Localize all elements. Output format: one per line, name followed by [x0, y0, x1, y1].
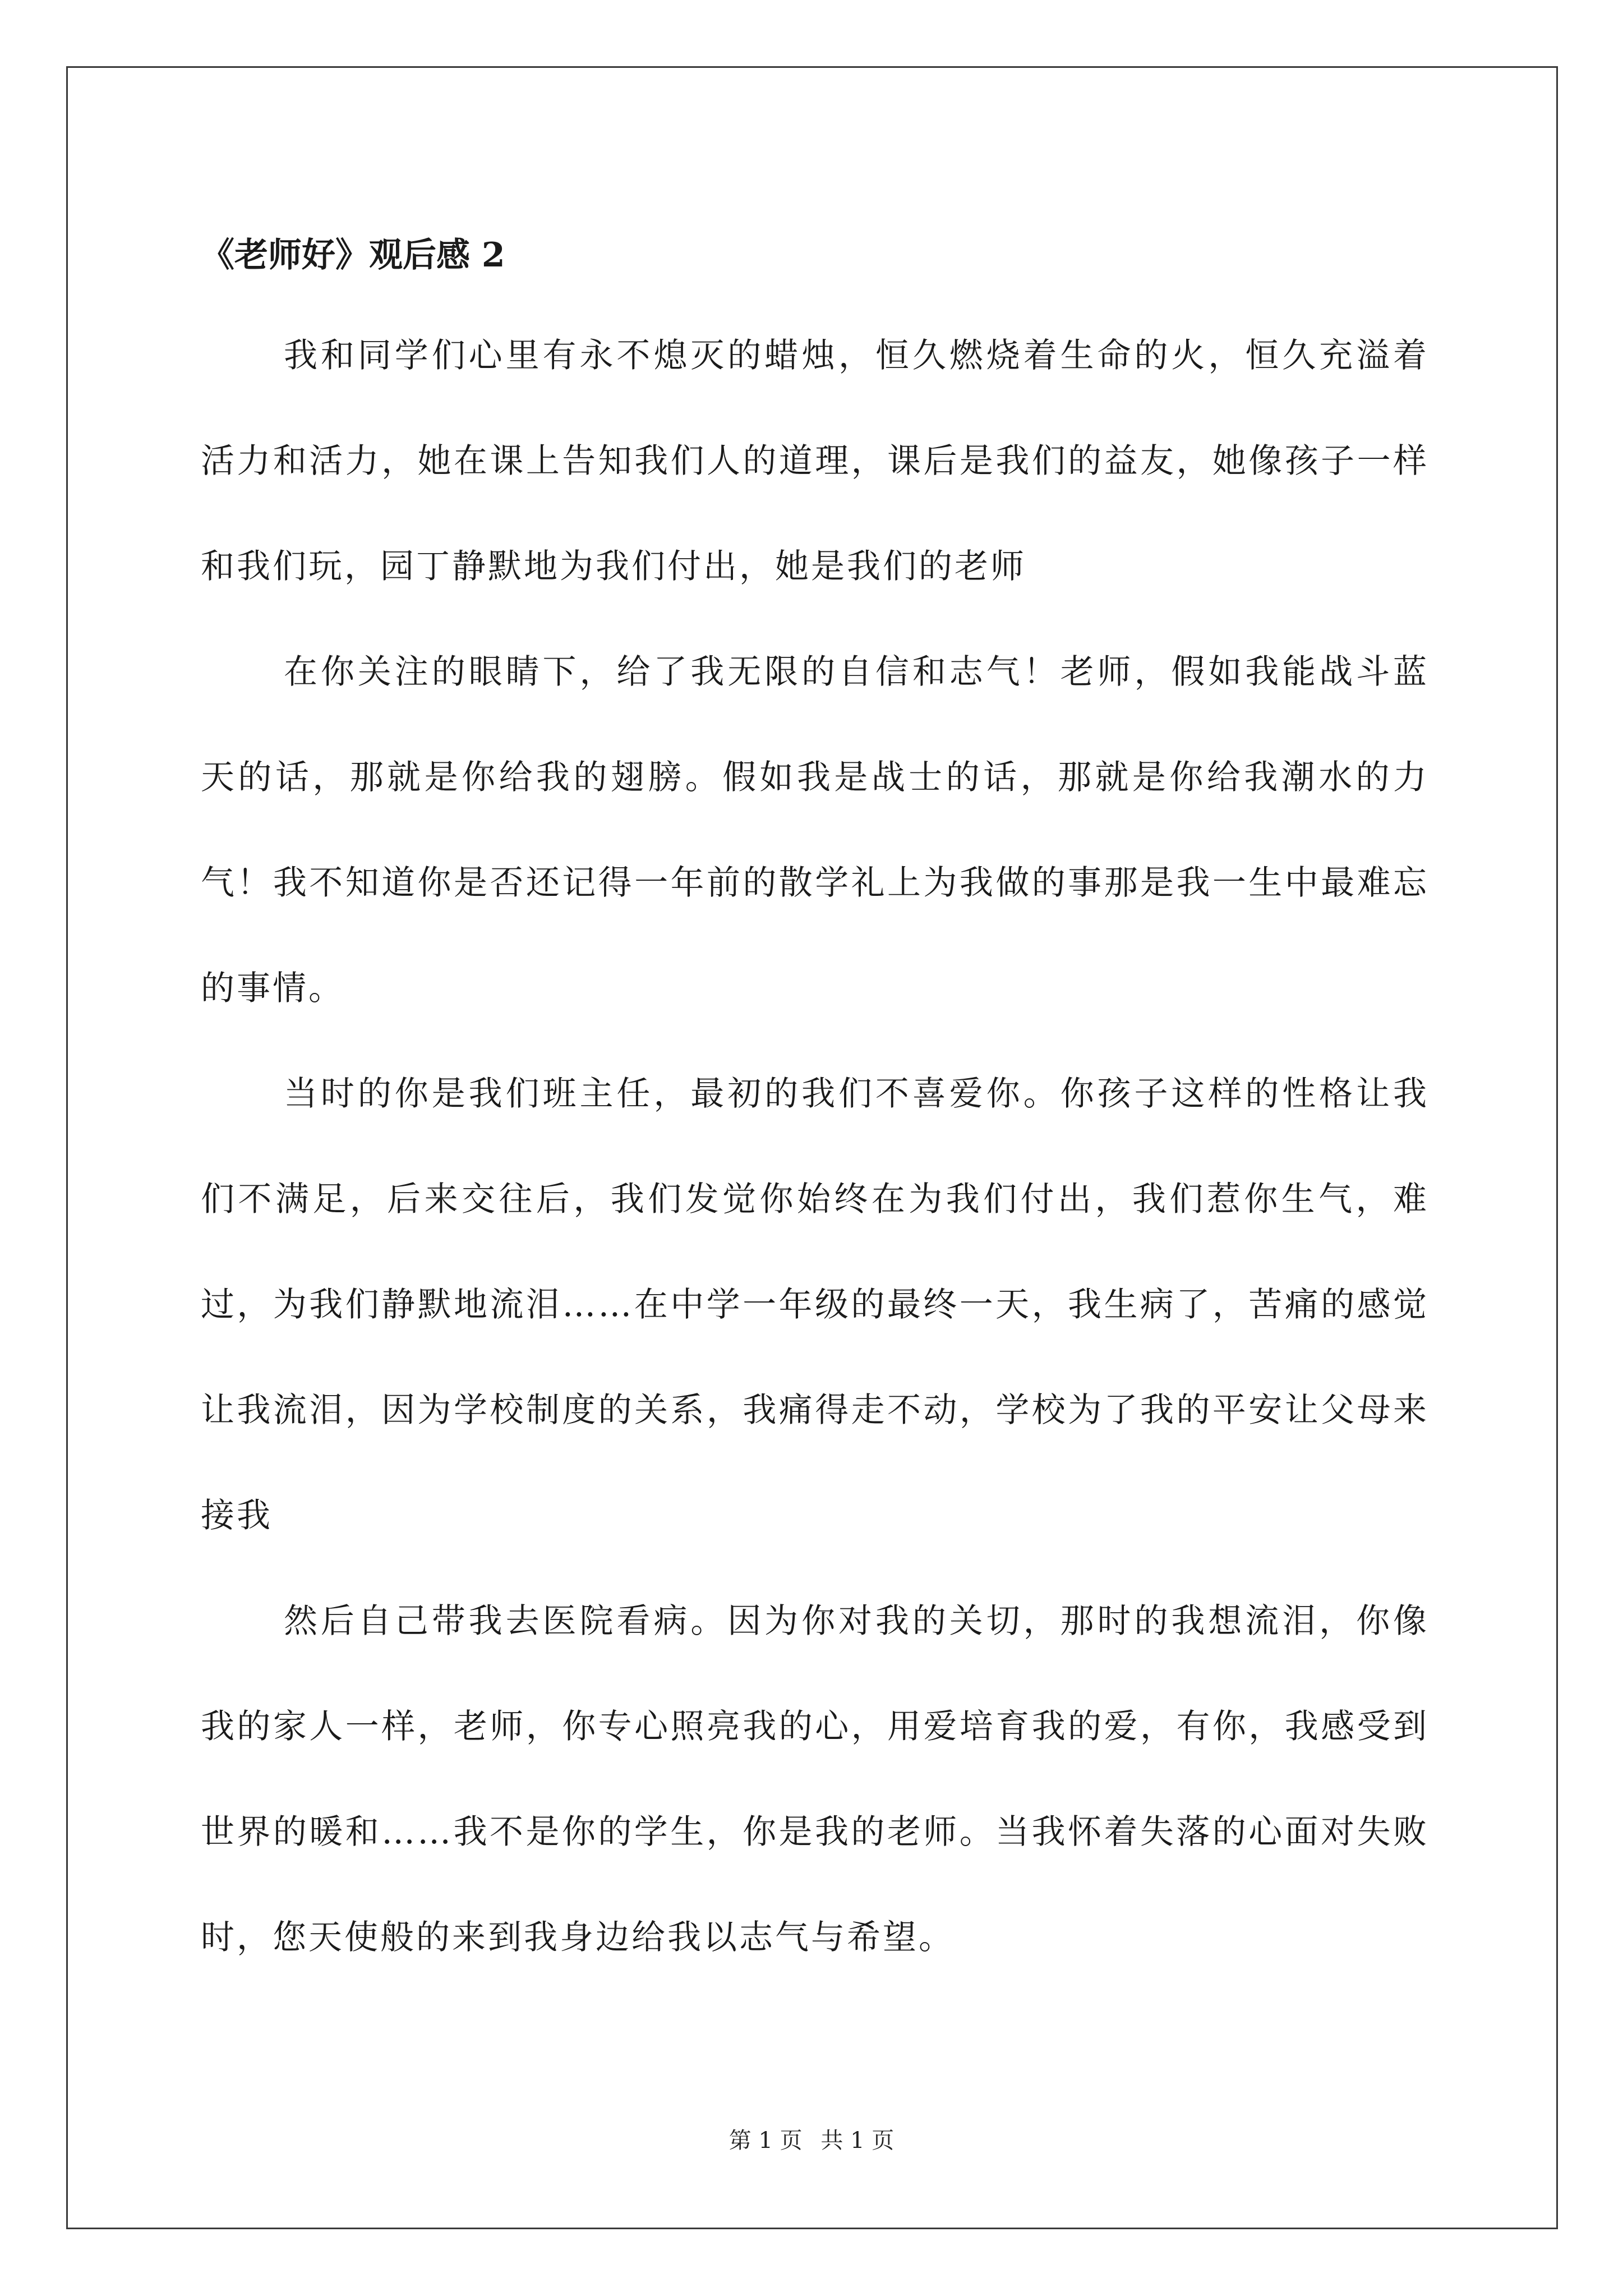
- document-title: 《老师好》观后感 2: [201, 236, 505, 275]
- page-total: 共 1 页: [820, 2128, 895, 2154]
- paragraph-4: 然后自己带我去医院看病。因为你对我的关切，那时的我想流泪，你像我的家人一样，老师，你专心照亮我的心，用爱培育我的爱，有你，我感受到世界的暖和……我不是你的学生，你是我的老师。当我怀着失落的心面对失败时，您天使般的来到我身边给我以志气与希望。: [201, 1602, 1429, 1957]
- paragraph-1: 我和同学们心里有永不熄灭的蜡烛，恒久燃烧着生命的火，恒久充溢着活力和活力，她在课上告知我们人的道理，课后是我们的益友，她像孩子一样和我们玩，园丁静默地为我们付出，她是我们的老师: [201, 336, 1429, 586]
- document-body: [201, 213, 1429, 1990]
- paragraph-2: 在你关注的眼睛下，给了我无限的自信和志气！老师，假如我能战斗蓝天的话，那就是你给我的翅膀。假如我是战士的话，那就是你给我潮水的力气！我不知道你是否还记得一年前的散学礼上为我做的事那是我一生中最难忘的事情。: [201, 652, 1429, 1008]
- page-number: 第 1 页: [728, 2128, 803, 2154]
- page-footer: [0, 2124, 1623, 2157]
- paragraph-3: 当时的你是我们班主任，最初的我们不喜爱你。你孩子这样的性格让我们不满足，后来交往后，我们发觉你始终在为我们付出，我们惹你生气，难过，为我们静默地流泪……在中学一年级的最终一天，我生病了，苦痛的感觉让我流泪，因为学校制度的关系，我痛得走不动，学校为了我的平安让父母来接我: [201, 1074, 1429, 1535]
